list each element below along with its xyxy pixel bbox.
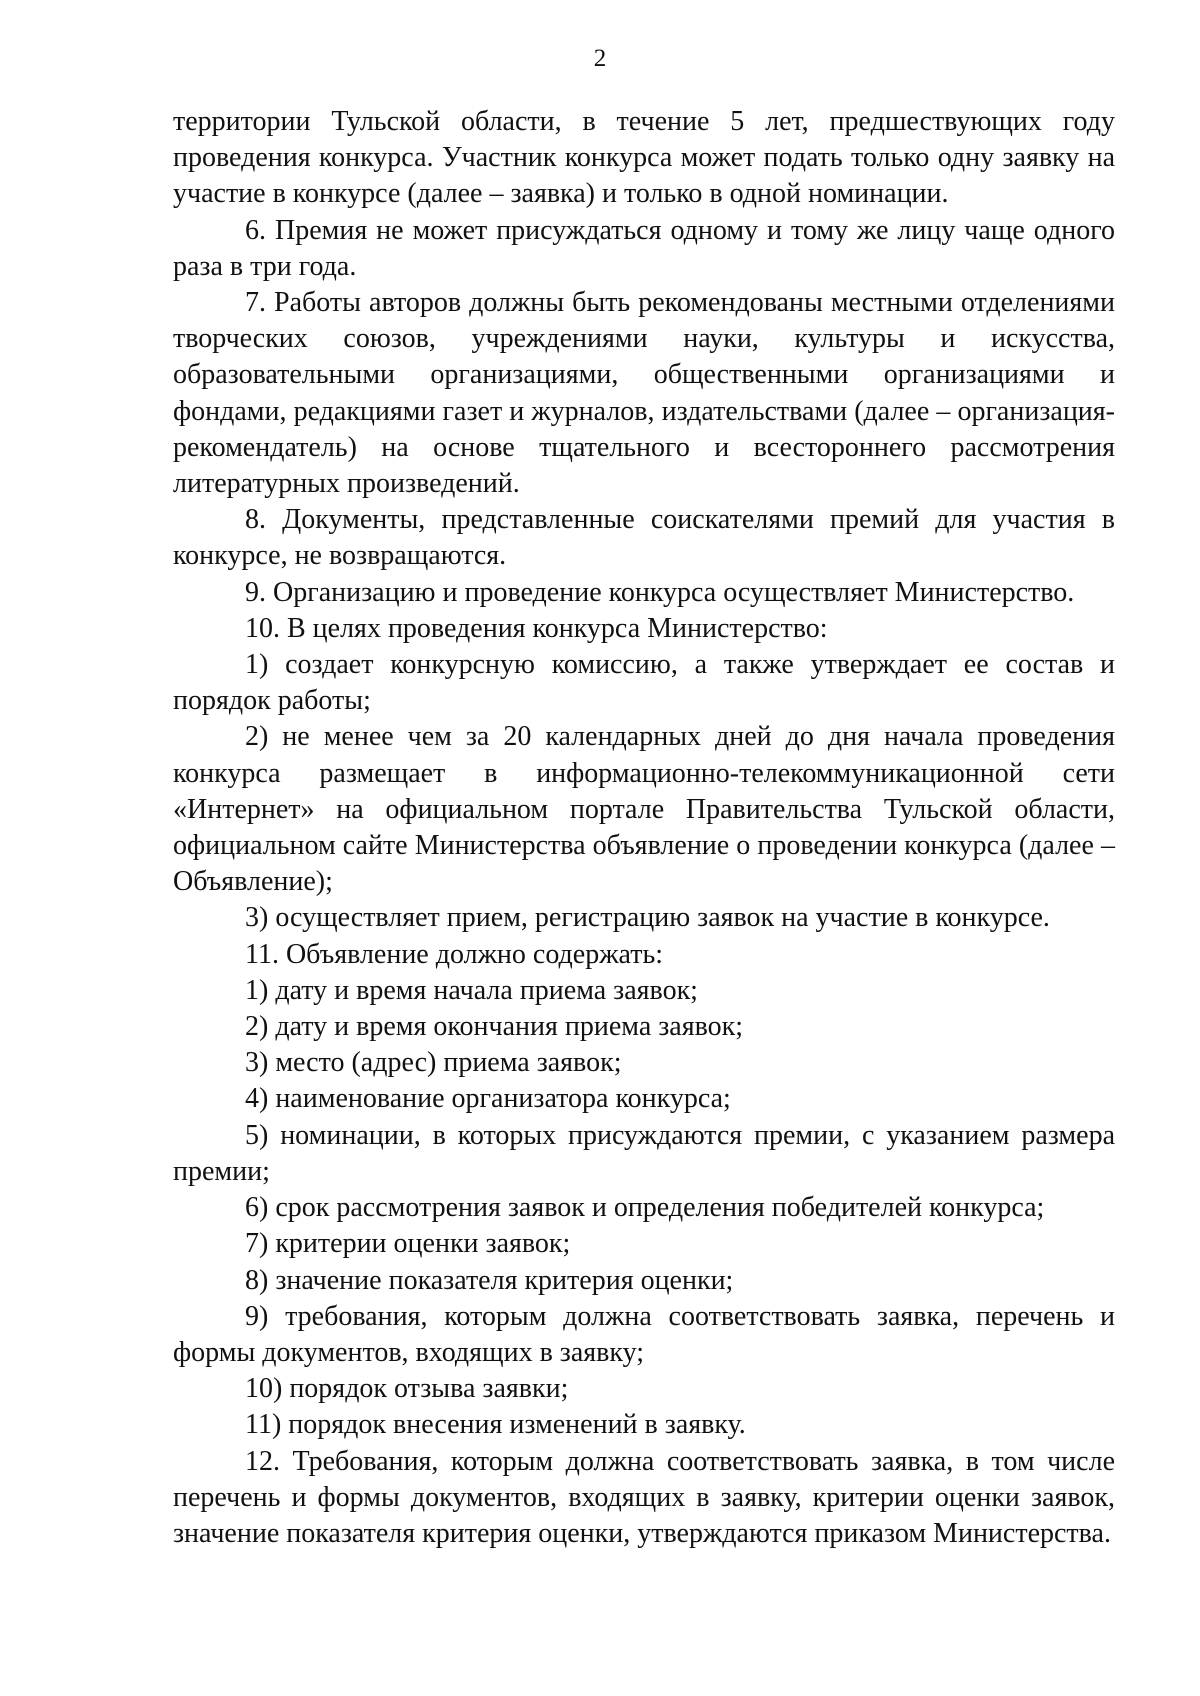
paragraph-10-item-1: 1) создает конкурсную комиссию, а также утверждает ее состав и порядок работы; xyxy=(173,649,1115,717)
page-number: 2 xyxy=(593,45,607,72)
paragraph-11-item-1: 1) дату и время начала приема заявок; xyxy=(245,974,698,1006)
document-body xyxy=(173,104,1115,1552)
paragraph-11: 11. Объявление должно содержать: xyxy=(245,938,664,970)
paragraph-12: 12. Требования, которым должна соответствовать заявка, в том числе перечень и формы документов, входящих в заявку, критерии оценки заявок, значение показателя критерия оценки, утверждаются приказом Министерства. xyxy=(173,1445,1115,1549)
paragraph-8: 8. Документы, представленные соискателями премий для участия в конкурсе, не возвращаются. xyxy=(173,504,1115,572)
paragraph-11-item-3: 3) место (адрес) приема заявок; xyxy=(245,1047,622,1079)
paragraph-10-item-2: 2) не менее чем за 20 календарных дней до дня начала проведения конкурса размещает в информационно-телекоммуникационной сети «Интернет» на официальном портале Правительства Тульской области, официальном сайте Министерства объявление о проведении конкурса (далее – Объявление); xyxy=(173,721,1115,898)
paragraph-11-item-2: 2) дату и время окончания приема заявок; xyxy=(245,1011,744,1043)
paragraph-11-item-8: 8) значение показателя критерия оценки; xyxy=(245,1264,734,1296)
paragraph-11-item-4: 4) наименование организатора конкурса; xyxy=(245,1083,731,1115)
paragraph-9: 9. Организацию и проведение конкурса осуществляет Министерство. xyxy=(245,576,1075,608)
paragraph-10: 10. В целях проведения конкурса Министерство: xyxy=(245,612,828,644)
paragraph-continuation: территории Тульской области, в течение 5 лет, предшествующих году проведения конкурса. Участник конкурса может подать только одну заявку на участие в конкурсе (далее – заявка) и только в одной номинации. xyxy=(173,106,1115,210)
paragraph-7: 7. Работы авторов должны быть рекомендованы местными отделениями творческих союзов, учреждениями науки, культуры и искусства, образовательными организациями, общественными организациями и фондами, редакциями газет и журналов, издательствами (далее – организация-рекомендатель) на основе тщательного и всестороннего рассмотрения литературных произведений. xyxy=(173,287,1115,500)
paragraph-11-item-6: 6) срок рассмотрения заявок и определения победителей конкурса; xyxy=(245,1192,1045,1224)
paragraph-11-item-5: 5) номинации, в которых присуждаются премии, с указанием размера премии; xyxy=(173,1119,1115,1187)
paragraph-6: 6. Премия не может присуждаться одному и тому же лицу чаще одного раза в три года. xyxy=(173,214,1115,282)
paragraph-11-item-10: 10) порядок отзыва заявки; xyxy=(245,1373,569,1405)
paragraph-11-item-9: 9) требования, которым должна соответствовать заявка, перечень и формы документов, входящих в заявку; xyxy=(173,1300,1115,1368)
paragraph-11-item-7: 7) критерии оценки заявок; xyxy=(245,1228,571,1260)
paragraph-10-item-3: 3) осуществляет прием, регистрацию заявок на участие в конкурсе. xyxy=(245,902,1050,934)
paragraph-11-item-11: 11) порядок внесения изменений в заявку. xyxy=(245,1409,746,1441)
